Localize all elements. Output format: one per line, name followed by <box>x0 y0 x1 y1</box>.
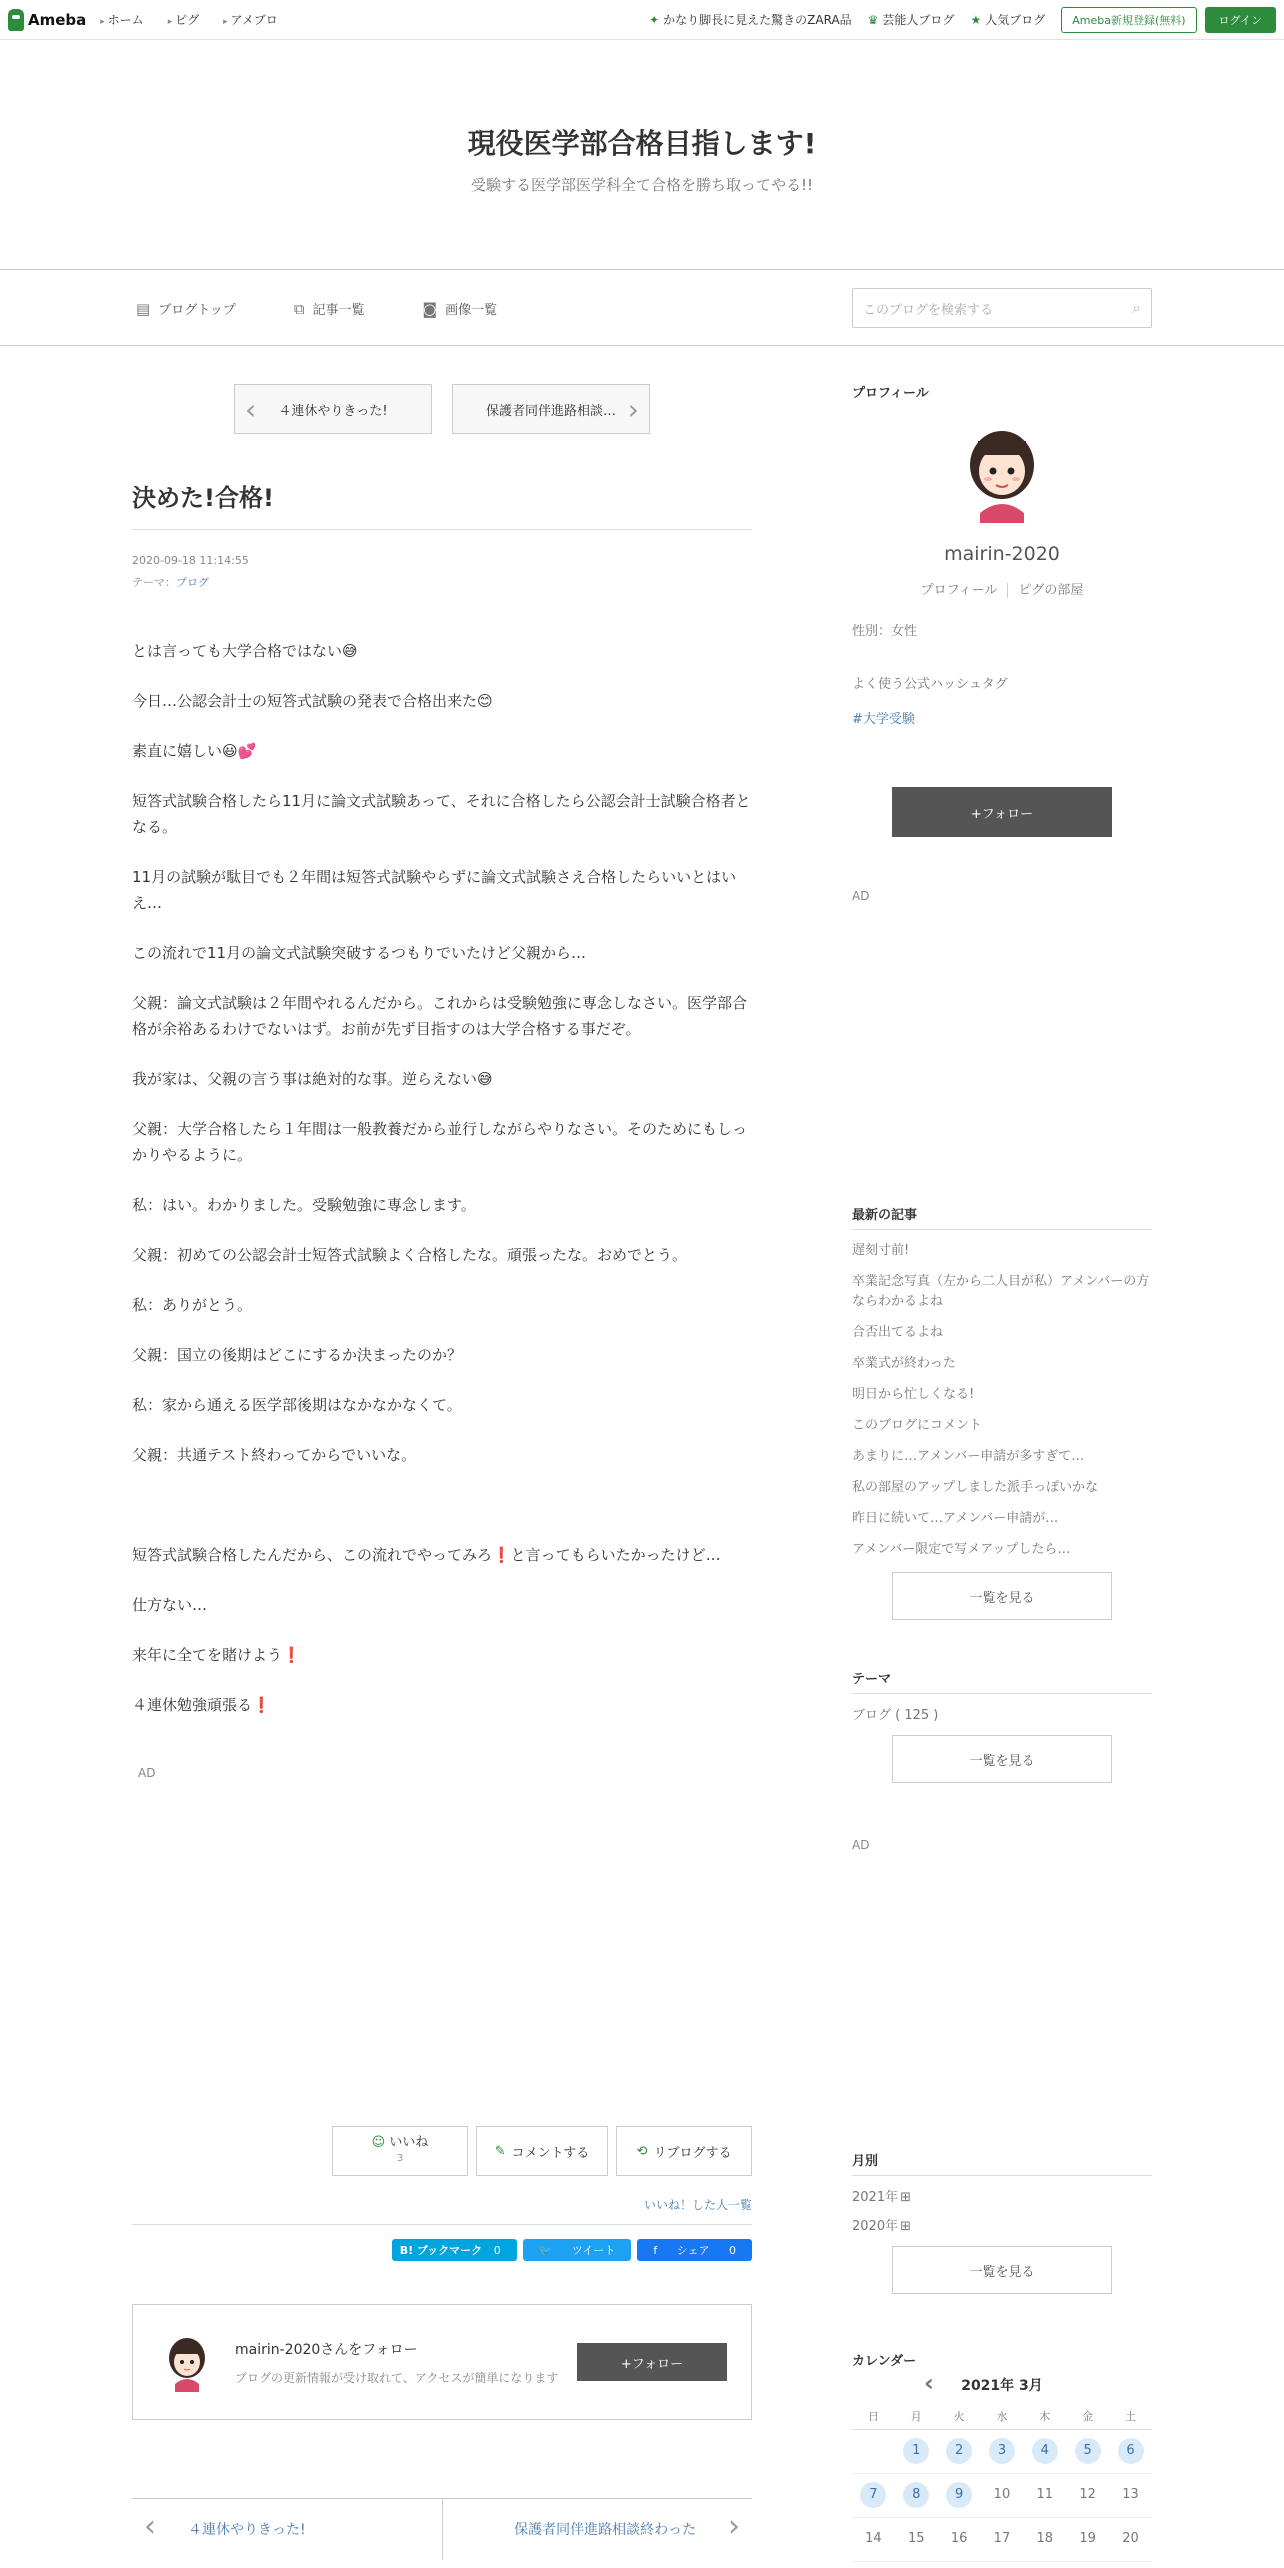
recent-article-link[interactable]: 昨日に続いて…アメンバー申請が… <box>852 1511 1059 1526</box>
article-paragraph: 私：家から通える医学部後期はなかなかなくて。 <box>132 1396 462 1414</box>
calendar-cell <box>1066 2473 1109 2517</box>
calendar-day: 18 <box>1036 2531 1054 2546</box>
article-paragraph: 我が家は、父親の言う事は絶対的な事。逆らえない😅 <box>132 1070 493 1088</box>
profile-name[interactable]: mairin-2020 <box>944 543 1060 565</box>
hashtag-heading: よく使う公式ハッシュタグ <box>852 677 1008 692</box>
theme-item-link[interactable]: ブログ ( 125 ) <box>852 1708 939 1723</box>
like-count: 3 <box>396 2153 404 2164</box>
camera-icon: ◙ <box>422 299 438 318</box>
popular-blog-link[interactable]: ★ 人気ブログ <box>970 12 1046 27</box>
nav-ameblo[interactable]: ▸ アメブロ <box>223 11 278 28</box>
calendar-cell <box>981 2517 1024 2561</box>
calendar-day-link[interactable]: 6 <box>1118 2438 1144 2464</box>
recent-article-link[interactable]: 卒業式が終わった <box>852 1356 956 1371</box>
calendar-day: 19 <box>1079 2531 1096 2546</box>
article-meta <box>132 550 752 594</box>
calendar-day: 17 <box>993 2531 1011 2546</box>
liked-users-link[interactable]: いいね！した人一覧 <box>643 2198 752 2212</box>
calendar-day: 10 <box>993 2487 1011 2502</box>
calendar-weekday: 月 <box>895 2403 938 2429</box>
calendar-day: 16 <box>950 2531 968 2546</box>
ameba-logo-icon <box>8 9 24 31</box>
calendar-cell <box>1023 2429 1066 2473</box>
calendar-day: 12 <box>1079 2487 1096 2502</box>
sidebar-ad-label: AD <box>852 889 870 903</box>
theme-heading: テーマ <box>852 1668 1152 1694</box>
share-bar <box>132 2224 752 2261</box>
calendar-cell <box>1023 2517 1066 2561</box>
calendar-cell <box>1109 2429 1152 2473</box>
blog-subtitle: 受験する医学部医学科全て合格を勝ち取ってやる!! <box>470 176 814 194</box>
recent-article-link[interactable]: 遅刻寸前! <box>852 1243 910 1258</box>
calendar-day-link[interactable]: 7 <box>860 2482 886 2508</box>
article-paragraph: 私：ありがとう。 <box>132 1296 253 1314</box>
calendar-day-link[interactable]: 1 <box>903 2438 929 2464</box>
calendar-cell <box>895 2473 938 2517</box>
blog-title[interactable]: 現役医学部合格目指します! <box>467 127 817 160</box>
global-header <box>0 0 1284 40</box>
calendar-cell <box>981 2473 1024 2517</box>
profile-link[interactable]: プロフィール <box>920 583 998 598</box>
theme-more-button[interactable]: 一覧を見る <box>892 1735 1112 1783</box>
article-theme: テーマ：ブログ <box>132 576 209 589</box>
pager-divider <box>442 2499 443 2559</box>
facebook-share-button[interactable]: f シェア 0 <box>637 2239 752 2261</box>
calendar <box>852 2350 1152 2562</box>
calendar-weekday: 水 <box>981 2403 1024 2429</box>
article-paragraph: 父親：大学合格したら１年間は一般教養だから並行しながらやりなさい。そのためにもしっかりやるように。 <box>132 1120 748 1164</box>
recent-more-button[interactable]: 一覧を見る <box>892 1572 1112 1620</box>
recent-heading: 最新の記事 <box>852 1204 1152 1230</box>
profile-avatar[interactable] <box>950 419 1054 523</box>
calendar-month: ‹ 2021年 3月 <box>852 2375 1152 2395</box>
twitter-icon: 🐦 <box>538 2244 553 2257</box>
avatar <box>157 2332 217 2392</box>
recent-article-link[interactable]: 卒業記念写真（左から二人目が私）アメンバーの方ならわかるよね <box>852 1274 1150 1309</box>
calendar-day-link[interactable]: 8 <box>903 2482 929 2508</box>
recent-article-link[interactable]: アメンバー限定で写メアップしたら… <box>852 1542 1071 1557</box>
theme-section <box>852 1668 1152 1783</box>
recent-articles <box>852 1204 1152 1620</box>
hatena-bookmark-button[interactable]: B! ブックマーク 0 <box>392 2239 517 2261</box>
month-2021-toggle[interactable]: 2021年 ⊞ <box>852 2186 1152 2205</box>
article-paragraph: 父親：国立の後期はどこにするか決まったのか？ <box>132 1346 463 1364</box>
calendar-cell <box>938 2473 981 2517</box>
facebook-icon: f <box>653 2244 658 2257</box>
article-paragraph: とは言っても大学合格ではない😅 <box>132 642 358 660</box>
calendar-weekday: 木 <box>1023 2403 1066 2429</box>
follow-box-desc: ブログの更新情報が受け取れて、アクセスが簡単になります <box>235 2370 559 2385</box>
trending-link[interactable]: ✦ かなり脚長に見えた驚きのZARA品 <box>649 12 852 27</box>
recent-article-link[interactable]: このブログにコメント <box>852 1418 983 1433</box>
monthly-heading: 月別 <box>852 2150 1152 2176</box>
calendar-cell <box>1066 2429 1109 2473</box>
calendar-day: 13 <box>1122 2487 1139 2502</box>
calendar-heading: カレンダー <box>852 2354 917 2369</box>
calendar-weekday: 金 <box>1066 2403 1109 2429</box>
recent-article-link[interactable]: 明日から忙しくなる! <box>852 1387 975 1402</box>
article-actions <box>332 2126 752 2176</box>
recent-article-link[interactable]: 私の部屋のアップしました派手っぽいかな <box>852 1480 1099 1495</box>
nav-pigg[interactable]: ▸ ピグ <box>168 11 199 28</box>
calendar-day: 14 <box>865 2531 882 2546</box>
recent-article-link[interactable]: 合否出てるよね <box>852 1325 944 1340</box>
article-paragraph: 短答式試験合格したんだから、この流れでやってみろ❗と言ってもらいたかったけど… <box>132 1546 721 1564</box>
article-paragraph: 私：はい。わかりました。受験勉強に専念します。 <box>132 1196 476 1214</box>
copy-icon: ⧉ <box>293 299 305 318</box>
article-title[interactable]: 決めた!合格! <box>132 478 752 530</box>
celebrity-blog-link[interactable]: ♛ 芸能人ブログ <box>867 12 955 27</box>
profile-heading: プロフィール <box>852 386 929 401</box>
hashtag-link[interactable]: #大学受験 <box>852 712 915 727</box>
blog-nav <box>0 270 1284 346</box>
bottom-prev-link[interactable]: ‹ ４連休やりきった! <box>188 2519 306 2539</box>
sidebar <box>852 344 1152 2546</box>
profile-links <box>852 579 1152 598</box>
comment-button[interactable]: ✎ コメントする <box>476 2126 608 2176</box>
article-paragraph: 父親：論文式試験は２年間やれるんだから。これからは受験勉強に専念しなさい。医学部合格が余裕あるわけでないはず。お前が先ず目指すのは大学合格する事だぞ。 <box>132 994 748 1038</box>
monthly-archive <box>852 2150 1152 2294</box>
article-paragraph: 短答式試験合格したら11月に論文式試験あって、それに合格したら公認会計士試験合格者となる。 <box>132 792 751 836</box>
follow-box <box>132 2304 752 2420</box>
calendar-cell <box>1066 2517 1109 2561</box>
calendar-cell <box>938 2517 981 2561</box>
calendar-weekday: 火 <box>938 2403 981 2429</box>
calendar-cell <box>852 2473 895 2517</box>
top-pager <box>132 384 752 434</box>
ameba-logo[interactable]: Ameba <box>8 9 86 31</box>
article-body <box>132 638 752 1786</box>
recent-article-link[interactable]: あまりに…アメンバー申請が多すぎて… <box>852 1449 1085 1464</box>
bottom-next-link[interactable]: 保護者同伴進路相談終わった › <box>514 2519 696 2539</box>
calendar-cell <box>981 2429 1024 2473</box>
blog-top-link[interactable]: ▤ ブログトップ <box>136 299 236 318</box>
calendar-day-link[interactable]: 9 <box>946 2482 972 2508</box>
article-paragraph: 11月の試験が駄目でも２年間は短答式試験やらずに論文式試験さえ合格したらいいとはいえ… <box>132 868 737 912</box>
article-paragraph: 今日…公認会計士の短答式試験の発表で合格出来た😊 <box>132 692 493 710</box>
main-column <box>132 344 752 2538</box>
blog-header <box>0 40 1284 270</box>
calendar-cell <box>895 2517 938 2561</box>
theme-link[interactable]: ブログ <box>176 576 209 589</box>
article-paragraph: 来年に全てを賭けよう❗ <box>132 1646 301 1664</box>
article-paragraph: 父親：共通テスト終わってからでいいな。 <box>132 1446 417 1464</box>
comment-icon: ✎ <box>494 2143 506 2159</box>
follow-button[interactable]: +フォロー <box>577 2343 727 2381</box>
article-list-link[interactable]: ⧉ 記事一覧 <box>293 299 365 318</box>
calendar-day-link[interactable]: 2 <box>946 2438 972 2464</box>
calendar-cell <box>852 2517 895 2561</box>
next-article-button[interactable]: 保護者同伴進路相談… › <box>452 384 650 434</box>
calendar-cell <box>938 2429 981 2473</box>
image-list-link[interactable]: ◙ 画像一覧 <box>422 299 498 318</box>
calendar-weekday: 日 <box>852 2403 895 2429</box>
article-date: 2020-09-18 11:14:55 <box>132 554 249 567</box>
calendar-day: 11 <box>1036 2487 1054 2502</box>
calendar-day-link[interactable]: 3 <box>989 2438 1015 2464</box>
register-button[interactable]: Ameba新規登録(無料) <box>1061 7 1196 33</box>
article-ad-label: AD <box>138 1766 156 1780</box>
pigg-room-link[interactable]: ピグの部屋 <box>1007 583 1083 598</box>
calendar-day-link[interactable]: 4 <box>1032 2438 1058 2464</box>
like-button[interactable]: ☺ いいね 3 <box>332 2126 468 2176</box>
calendar-cell <box>852 2429 895 2473</box>
smile-icon: ☺ <box>371 2135 386 2150</box>
document-icon: ▤ <box>136 299 151 318</box>
calendar-day-link[interactable]: 5 <box>1075 2438 1101 2464</box>
calendar-cell <box>1109 2517 1152 2561</box>
star-icon: ✦ <box>649 12 660 27</box>
search-icon[interactable]: ⌕ <box>1132 298 1141 317</box>
article-paragraph: ４連休勉強頑張る❗ <box>132 1696 271 1714</box>
blog-search-input[interactable]: このブログを検索する ⌕ <box>852 288 1152 328</box>
article-paragraph: 仕方ない… <box>132 1596 208 1614</box>
month-2020-toggle[interactable]: 2020年 ⊞ <box>852 2215 1152 2234</box>
calendar-day: 15 <box>907 2531 925 2546</box>
article-paragraph: この流れで11月の論文式試験突破するつもりでいたけど父親から… <box>132 944 586 962</box>
crown-icon: ♛ <box>867 12 879 27</box>
login-button[interactable]: ログイン <box>1205 7 1276 33</box>
tweet-button[interactable]: 🐦 ツイート <box>523 2239 632 2261</box>
calendar-weekday: 土 <box>1109 2403 1152 2429</box>
calendar-day: 20 <box>1122 2531 1139 2546</box>
prev-article-button[interactable]: ‹ ４連休やりきった! <box>234 384 432 434</box>
article-paragraph: 素直に嬉しい😃💕 <box>132 742 257 760</box>
sidebar-follow-button[interactable]: +フォロー <box>892 787 1112 837</box>
monthly-more-button[interactable]: 一覧を見る <box>892 2246 1112 2294</box>
calendar-cell <box>1109 2473 1152 2517</box>
calendar-cell <box>1023 2473 1066 2517</box>
profile-gender: 性別：女性 <box>852 624 918 639</box>
calendar-table <box>852 2403 1152 2562</box>
sidebar-ad-label-2: AD <box>852 1838 870 1852</box>
star-icon: ★ <box>970 12 982 27</box>
reblog-icon: ⟲ <box>636 2143 648 2159</box>
nav-home[interactable]: ▸ ホーム <box>100 11 143 28</box>
article-paragraph: 父親：初めての公認会計士短答式試験よく合格したな。頑張ったな。おめでとう。 <box>132 1246 688 1264</box>
reblog-button[interactable]: ⟲ リブログする <box>616 2126 752 2176</box>
follow-box-title: mairin-2020さんをフォロー <box>235 2341 418 2358</box>
calendar-cell <box>895 2429 938 2473</box>
bottom-pager <box>132 2498 752 2558</box>
